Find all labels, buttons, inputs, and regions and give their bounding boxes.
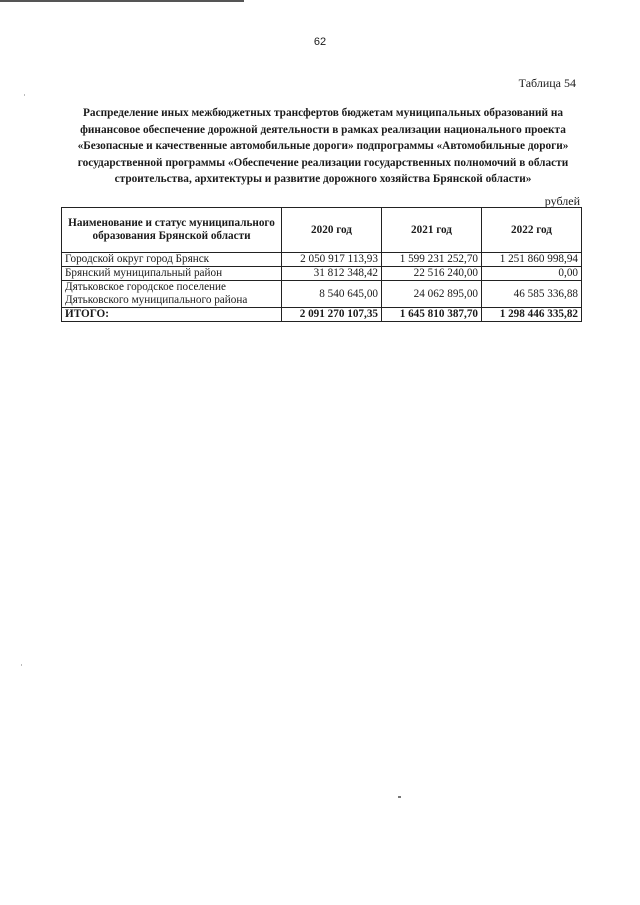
units-label: рублей [544, 194, 580, 208]
cell-2020: 31 812 348,42 [282, 267, 382, 281]
table-row [62, 253, 582, 267]
table-label: Таблица 54 [518, 76, 576, 90]
header-2022: 2022 год [482, 208, 582, 253]
cell-2022: 1 251 860 998,94 [482, 253, 582, 267]
top-rule [0, 0, 244, 2]
cell-2020: 8 540 645,00 [282, 281, 382, 308]
cell-2021: 1 599 231 252,70 [382, 253, 482, 267]
name-line: Дятьковского муниципального района [65, 294, 248, 306]
cell-2021: 22 516 240,00 [382, 267, 482, 281]
transfers-table [61, 207, 582, 322]
cell-2021: 24 062 895,00 [382, 281, 482, 308]
name-line: Дятьковское городское поселение [65, 281, 226, 293]
header-2021: 2021 год [382, 208, 482, 253]
cell-name [62, 267, 282, 281]
title-line: «Безопасные и качественные автомобильные дороги» подпрограммы «Автомобильные дороги» [77, 140, 569, 152]
document-title [60, 105, 586, 188]
header-name: Наименование и статус муниципального образования Брянской области [62, 208, 282, 253]
title-line: государственной программы «Обеспечение реализации государственных полномочий в области [77, 156, 569, 169]
table-row [62, 267, 582, 281]
name-line: Брянский муниципальный район [65, 267, 223, 279]
name-line: Городской округ город Брянск [65, 253, 210, 265]
table-row [62, 281, 582, 308]
total-2021: 1 645 810 387,70 [382, 308, 482, 322]
cell-2020: 2 050 917 113,93 [282, 253, 382, 267]
cell-name [62, 281, 282, 308]
cell-2022: 46 585 336,88 [482, 281, 582, 308]
scan-speck [24, 94, 25, 96]
total-2020: 2 091 270 107,35 [282, 308, 382, 322]
cell-name [62, 253, 282, 267]
page-number: 62 [313, 36, 327, 48]
total-2022: 1 298 446 335,82 [482, 308, 582, 322]
title-line: строительства, архитектуры и развитие дорожного хозяйства Брянской области» [114, 173, 532, 185]
total-label: ИТОГО: [62, 308, 282, 322]
table-total-row [62, 308, 582, 322]
title-line: Распределение иных межбюджетных трансфертов бюджетам муниципальных образований на [83, 107, 563, 119]
header-2020: 2020 год [282, 208, 382, 253]
table-header-row [62, 208, 582, 253]
scan-speck [398, 796, 401, 798]
scan-speck [21, 664, 22, 666]
title-line: финансовое обеспечение дорожной деятельности в рамках реализации национального проекта [80, 123, 566, 136]
cell-2022: 0,00 [482, 267, 582, 281]
